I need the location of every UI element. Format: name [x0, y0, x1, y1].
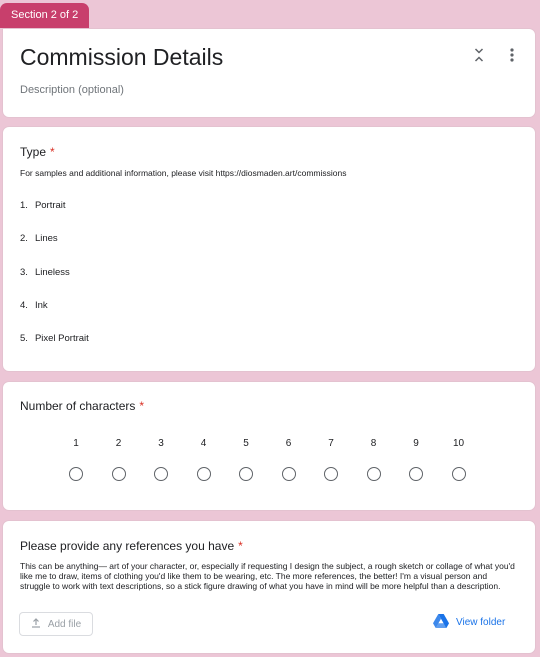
collapse-icon[interactable] — [472, 45, 486, 65]
scale-label: 2 — [115, 438, 122, 449]
view-folder-link[interactable] — [433, 614, 505, 631]
description-field[interactable]: Description (optional) — [20, 84, 124, 96]
required-mark: * — [238, 539, 243, 553]
scale-radio-9[interactable] — [409, 467, 423, 481]
required-mark: * — [139, 399, 145, 413]
scale-radio-6[interactable] — [282, 467, 296, 481]
question-title-text: Number of characters — [20, 399, 136, 413]
add-file-label: Add file — [47, 618, 82, 630]
question-title — [20, 145, 55, 159]
google-drive-icon — [433, 614, 456, 631]
question-help-text: This can be anything— art of your character, or, especially if requesting I design the subject, a rough sketch or collage of what you'd like me to draw, items of clothing you'd like them to be wearing, etc. The more references, the better! I'm a visual person and struggle to work with text descriptions, so a stick figure drawing of what you have in mind will be more helpful than a description. — [20, 561, 515, 591]
scale-label: 10 — [452, 438, 465, 449]
option-item: 4. Ink — [20, 300, 48, 311]
scale-radio-2[interactable] — [112, 467, 126, 481]
scale-radio-8[interactable] — [367, 467, 381, 481]
scale-label: 4 — [200, 438, 207, 449]
add-file-button[interactable] — [19, 612, 93, 636]
scale-radio-10[interactable] — [452, 467, 466, 481]
option-item: 1. Portrait — [20, 200, 66, 211]
scale-label: 6 — [285, 438, 292, 449]
required-mark: * — [50, 145, 55, 159]
question-title-text: Please provide any references you have — [20, 539, 235, 553]
form-header-card — [2, 28, 536, 118]
scale-radio-1[interactable] — [69, 467, 83, 481]
view-folder-label: View folder — [456, 617, 506, 628]
question-characters-card — [2, 381, 536, 511]
question-title — [20, 539, 243, 553]
option-item: 5. Pixel Portrait — [20, 333, 89, 344]
more-vert-icon[interactable] — [505, 45, 519, 65]
question-type-card — [2, 126, 536, 372]
option-item: 2. Lines — [20, 233, 58, 244]
scale-radio-7[interactable] — [324, 467, 338, 481]
question-title-text: Type — [20, 145, 47, 159]
question-title — [20, 399, 144, 413]
scale-label: 9 — [413, 438, 419, 449]
scale-radio-4[interactable] — [197, 467, 211, 481]
scale-radio-3[interactable] — [154, 467, 168, 481]
section-tab: Section 2 of 2 — [0, 3, 89, 28]
scale-label: 7 — [328, 438, 334, 449]
scale-label: 5 — [243, 438, 249, 449]
scale-radio-5[interactable] — [239, 467, 253, 481]
scale-label: 3 — [158, 438, 164, 449]
question-references-card — [2, 520, 536, 654]
scale-label: 1 — [73, 438, 79, 449]
scale-label: 8 — [370, 438, 377, 449]
option-item: 3. Lineless — [20, 267, 70, 278]
question-help-text: For samples and additional information, please visit https://diosmaden.art/commissions — [20, 168, 347, 178]
page-title: Commission Details — [20, 44, 224, 70]
upload-icon — [31, 618, 41, 631]
